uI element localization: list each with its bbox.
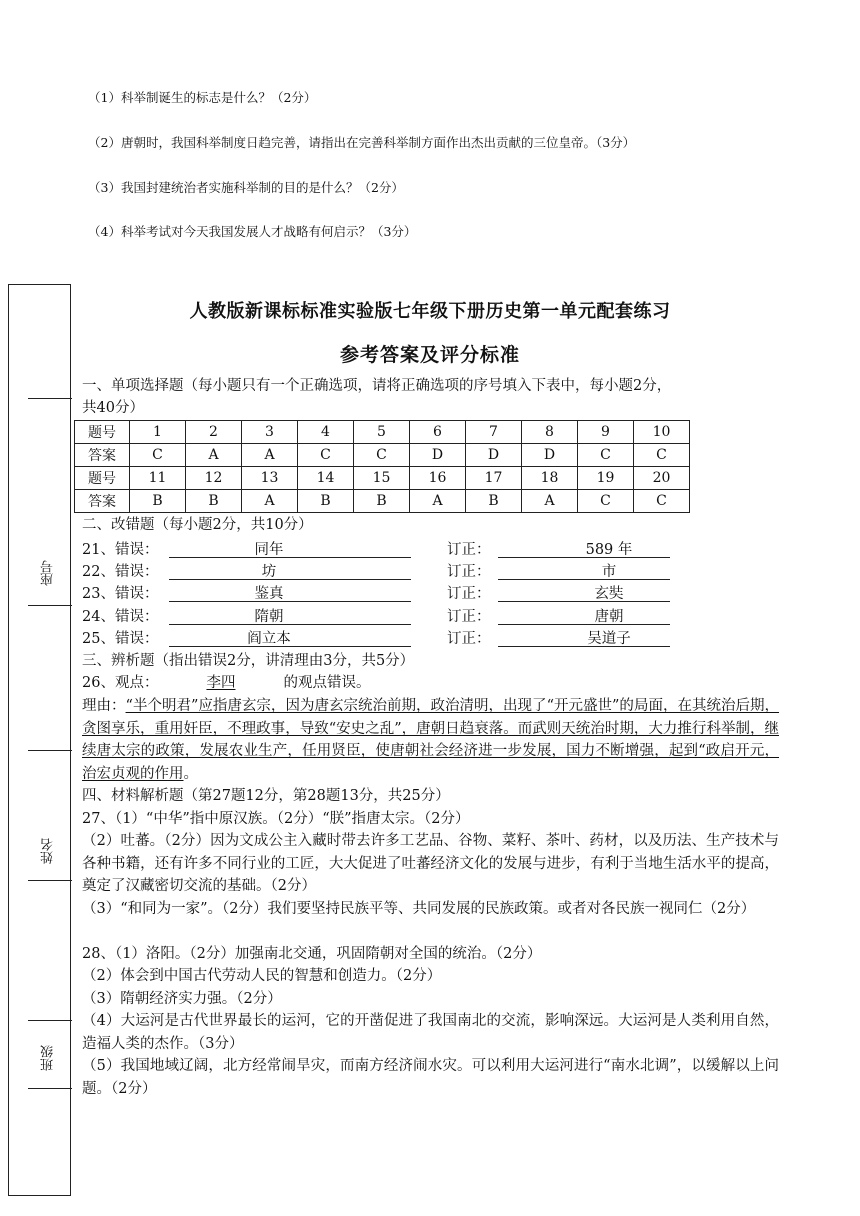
table-row: [75, 490, 690, 513]
question-number: 16: [410, 467, 466, 490]
answer-cell: C: [298, 444, 354, 467]
item-number: 23、: [82, 586, 115, 602]
q28-part5: （5）我国地域辽阔，北方经常闹旱灾，而南方经济闹水灾。可以利用大运河进行“南水北调”，以缓解以上问题。（2分）: [82, 1058, 779, 1097]
answer-cell: A: [410, 490, 466, 513]
q28-part3: （3）隋朝经济实力强。（2分）: [82, 991, 282, 1007]
item-number: 24、: [82, 609, 115, 625]
answer-cell: A: [242, 444, 298, 467]
answer-cell: B: [466, 490, 522, 513]
question-number: 6: [410, 421, 466, 444]
viewpoint-line: [82, 672, 782, 694]
correction-answer: 吴道子: [587, 631, 631, 647]
correction-answer: 唐朝: [594, 609, 624, 625]
answer-cell: C: [634, 444, 690, 467]
item-number: 22、: [82, 564, 115, 580]
answer-cell: B: [354, 490, 410, 513]
side-divider-line: [28, 750, 72, 751]
document-title: 人教版新课标标准实验版七年级下册历史第一单元配套练习: [189, 301, 671, 322]
question-number: 11: [130, 467, 186, 490]
viewpoint-suffix: 的观点错误。: [283, 675, 371, 691]
question-number: 5: [354, 421, 410, 444]
table-row: [75, 444, 690, 467]
q27-part1: 27、（1）“中华”指中原汉族。（2分）“朕”指唐太宗。（2分）: [82, 811, 470, 827]
answer-cell: C: [130, 444, 186, 467]
q28-part1: 28、（1）洛阳。（2分）加强南北交通，巩固隋朝对全国的统治。（2分）: [82, 946, 542, 962]
question-number: 10: [634, 421, 690, 444]
top-question-4: （4）科举考试对今天我国发展人才战略有何启示？（3分）: [88, 224, 417, 239]
question-number: 4: [298, 421, 354, 444]
error-label: 错误：: [114, 586, 159, 602]
correction-row: [82, 627, 782, 649]
q28-part4: （4）大运河是古代世界最长的运河，它的开凿促进了我国南北的交流，影响深远。大运河是人类利用自然，造福人类的杰作。（3分）: [82, 1013, 779, 1052]
answer-cell: C: [578, 490, 634, 513]
question-number: 14: [298, 467, 354, 490]
correction-row: [82, 560, 782, 582]
side-divider-line: [28, 398, 72, 399]
question-number: 17: [466, 467, 522, 490]
item-number: 21、: [82, 542, 115, 558]
q28-part2: （2）体会到中国古代劳动人民的智慧和创造力。（2分）: [82, 968, 442, 984]
side-divider-line: [28, 1088, 72, 1089]
answer-cell: D: [522, 444, 578, 467]
question-number: 13: [242, 467, 298, 490]
question-number: 2: [186, 421, 242, 444]
answer-cell: B: [130, 490, 186, 513]
table-row: [75, 421, 690, 444]
table-header-cell: 题号: [75, 421, 130, 444]
error-answer: 鉴真: [254, 586, 284, 602]
table-header-cell: 题号: [75, 467, 130, 490]
item-number: 25、: [82, 631, 115, 647]
table-header-cell: 答案: [75, 490, 130, 513]
q27-part3: （3）“和同为一家”。（2分）我们要坚持民族平等、共同发展的民族政策。或者对各民族一视同仁（2分）: [82, 901, 756, 917]
side-divider-line: [28, 880, 72, 881]
question-number: 18: [522, 467, 578, 490]
answer-cell: A: [242, 490, 298, 513]
question-number: 15: [354, 467, 410, 490]
error-label: 错误：: [114, 609, 159, 625]
top-question-3: （3）我国封建统治者实施科举制的目的是什么？（2分）: [88, 180, 404, 195]
error-label: 错误：: [114, 631, 159, 647]
answer-cell: C: [578, 444, 634, 467]
reason-end: 。: [183, 765, 198, 782]
correction-row: [82, 582, 782, 604]
reason-label: 理由：: [82, 698, 126, 714]
correction-answer: 玄奘: [594, 586, 624, 602]
error-answer: 坊: [261, 564, 277, 580]
question-number: 9: [578, 421, 634, 444]
top-question-1: （1）科举制诞生的标志是什么？（2分）: [88, 90, 317, 105]
name-label: 姓名: [41, 838, 56, 864]
viewpoint-prefix: 26、观点：: [82, 675, 159, 691]
section2-heading: 二、改错题（每小题2分，共10分）: [82, 517, 313, 533]
answer-cell: C: [354, 444, 410, 467]
question-number: 20: [634, 467, 690, 490]
correction-row: [82, 538, 782, 560]
document-subtitle: 参考答案及评分标准: [339, 344, 520, 366]
correction-label: 订正：: [447, 542, 491, 558]
error-answer: 隋朝: [254, 609, 284, 625]
question-number: 8: [522, 421, 578, 444]
viewpoint-answer: 李四: [206, 675, 236, 691]
correction-label: 订正：: [447, 564, 491, 580]
class-label: 班级: [41, 1045, 56, 1071]
error-label: 错误：: [114, 564, 159, 580]
answer-cell: A: [186, 444, 242, 467]
section3-heading: 三、辨析题（指出错误2分，讲清理由3分，共5分）: [82, 653, 415, 669]
question-number: 19: [578, 467, 634, 490]
side-binding-box: [8, 284, 71, 1196]
side-divider-line: [28, 605, 72, 606]
answer-cell: D: [410, 444, 466, 467]
question-number: 3: [242, 421, 298, 444]
question-number: 1: [130, 421, 186, 444]
answer-cell: A: [522, 490, 578, 513]
correction-label: 订正：: [447, 631, 491, 647]
question-number: 7: [466, 421, 522, 444]
section1-heading-cont: 共40分）: [82, 400, 144, 416]
correction-answer: 589 年: [585, 542, 633, 558]
correction-label: 订正：: [447, 586, 491, 602]
reason-paragraph: [82, 695, 779, 785]
correction-answer: 市: [601, 564, 617, 580]
error-label: 错误：: [114, 542, 159, 558]
answer-cell: B: [298, 490, 354, 513]
reason-text: “半个明君”应指唐玄宗，因为唐玄宗统治前期，政治清明，出现了“开元盛世”的局面，在其统治后期，贪图享乐，重用奸臣，不理政事，导致“安史之乱”，唐朝日趋衰落。而武则天统治时期，大力推行科举制，继续唐太宗的政策，发展农业生产，任用贤臣，使唐朝社会经济进一步发展，国力不断增强，起到“政启开元，治宏贞观的作用: [82, 698, 780, 782]
table-header-cell: 答案: [75, 444, 130, 467]
correction-row: [82, 605, 782, 627]
error-answer: 同年: [254, 542, 284, 558]
table-row: [75, 467, 690, 490]
answer-cell: C: [634, 490, 690, 513]
q27-part2: （2）吐蕃。（2分）因为文成公主入藏时带去许多工艺品、谷物、菜籽、茶叶、药材，以及历法、生产技术与各种书籍，还有许多不同行业的工匠，大大促进了吐蕃经济文化的发展与进步，有利于当地生活水平的提高，奠定了汉藏密切交流的基础。（2分）: [82, 833, 779, 894]
answer-table: [74, 420, 690, 513]
side-divider-line: [28, 1020, 72, 1021]
correction-label: 订正：: [447, 609, 491, 625]
section1-heading: 一、单项选择题（每小题只有一个正确选项，请将正确选项的序号填入下表中，每小题2分，: [82, 378, 672, 394]
error-answer: 阎立本: [247, 631, 291, 647]
section4-heading: 四、材料解析题（第27题12分，第28题13分，共25分）: [82, 788, 450, 804]
answer-cell: D: [466, 444, 522, 467]
top-question-2: （2）唐朝时，我国科举制度日趋完善，请指出在完善科举制方面作出杰出贡献的三位皇帝。（3分）: [88, 135, 636, 150]
seat-number-label: 座号: [41, 560, 56, 586]
answer-cell: B: [186, 490, 242, 513]
question-number: 12: [186, 467, 242, 490]
